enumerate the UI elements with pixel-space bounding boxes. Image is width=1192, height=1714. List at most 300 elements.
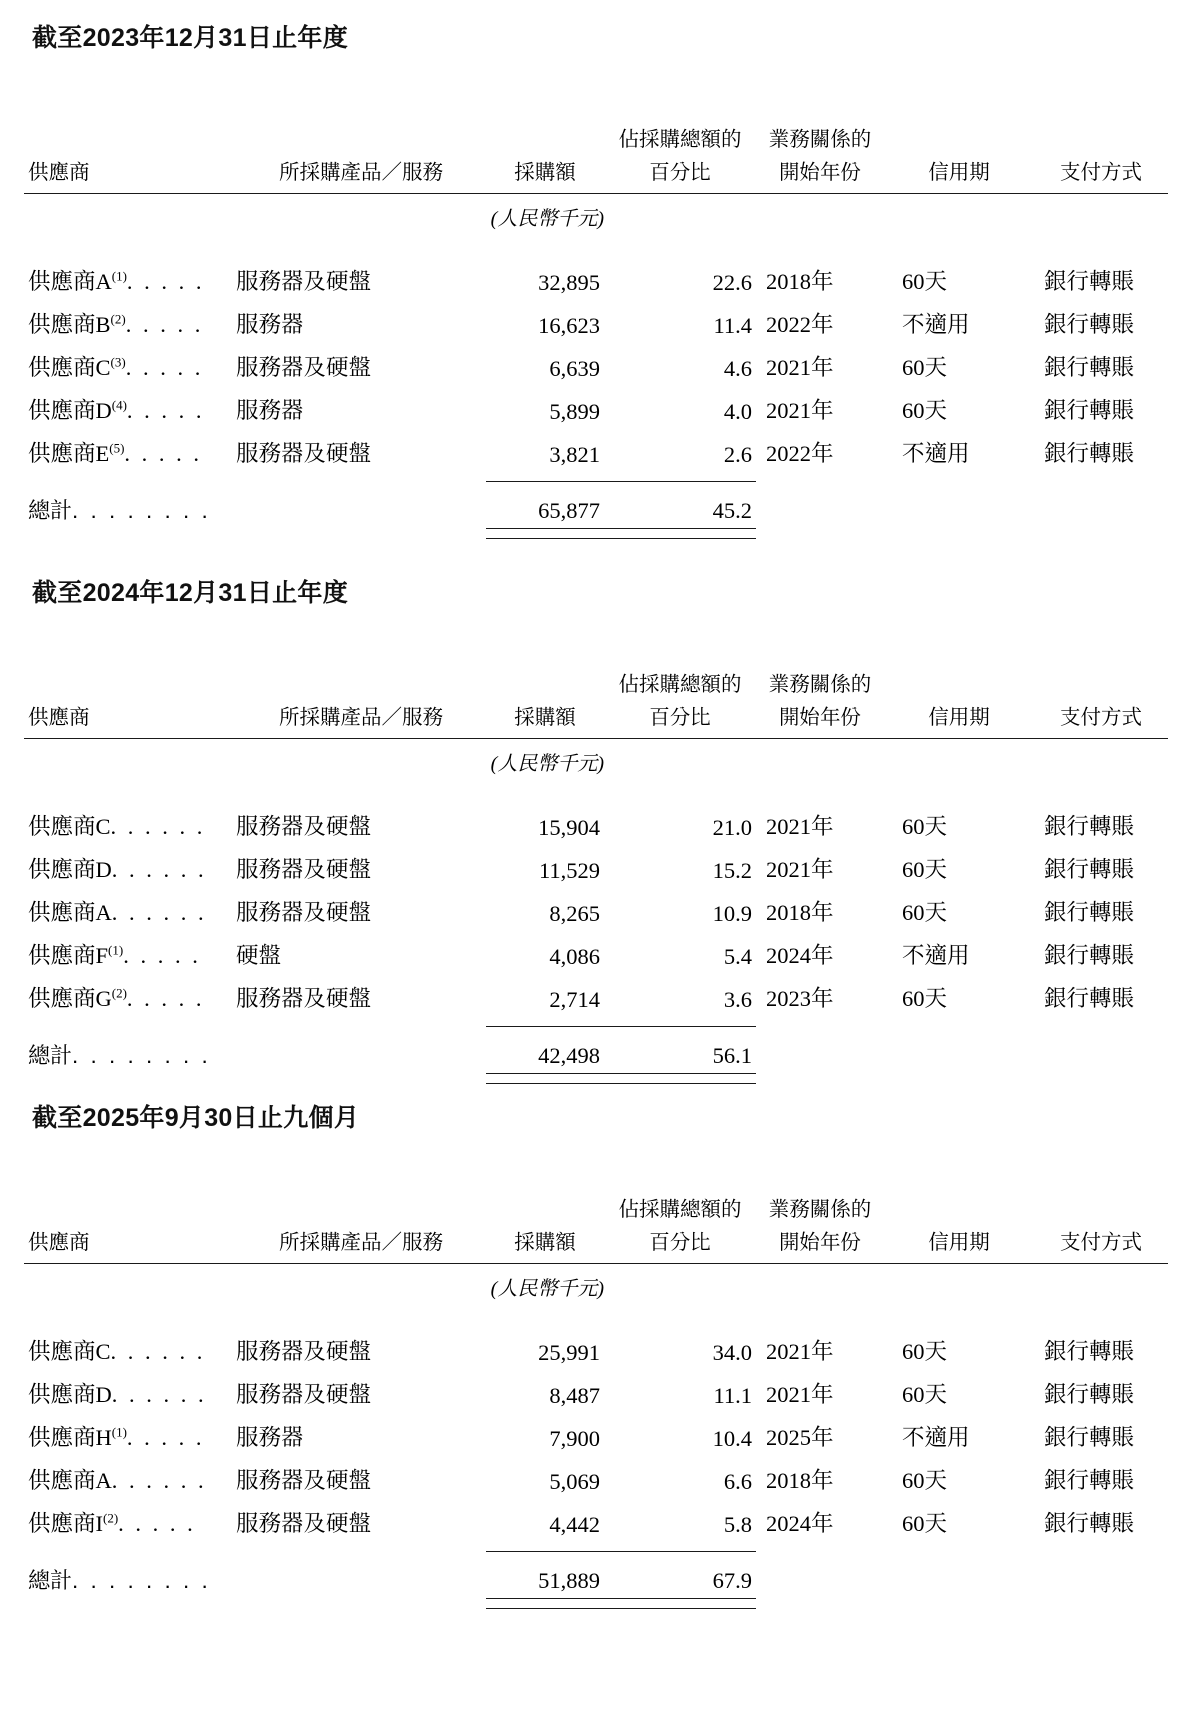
unit-spacer bbox=[236, 194, 486, 232]
cell-payment: 銀行轉賬 bbox=[1044, 268, 1135, 294]
table-header-row bbox=[24, 155, 1168, 194]
unit-spacer bbox=[756, 1264, 884, 1302]
cell-credit: 不適用 bbox=[902, 440, 970, 466]
subtotal-rule-row bbox=[24, 472, 1168, 482]
cell-payment: 銀行轉賬 bbox=[1044, 1510, 1135, 1536]
cell-payment: 銀行轉賬 bbox=[1044, 1467, 1135, 1493]
section-fy2023 bbox=[24, 0, 1168, 539]
cell-credit: 不適用 bbox=[902, 942, 970, 968]
hdr-spacer bbox=[884, 122, 1034, 155]
table-total-row bbox=[24, 482, 1168, 529]
table-row bbox=[24, 300, 1168, 343]
cell-total-spacer bbox=[236, 1027, 486, 1074]
leader-dots: . . . . . bbox=[124, 440, 203, 466]
subtotal-rule-row bbox=[24, 1017, 1168, 1027]
rule-spacer bbox=[756, 1074, 884, 1084]
amount-double-rule bbox=[486, 1074, 604, 1084]
cell-year: 2023年 bbox=[766, 985, 834, 1011]
section-9m2025 bbox=[24, 1084, 1168, 1609]
hdr-spacer bbox=[236, 667, 486, 700]
cell-total-label bbox=[24, 482, 236, 529]
cell-product: 服務器 bbox=[236, 311, 304, 337]
leader-dots: . . . . . bbox=[126, 1424, 205, 1450]
unit-spacer bbox=[756, 194, 884, 232]
percent-double-rule bbox=[604, 1599, 756, 1609]
leader-dots: . . . . . . . . bbox=[72, 497, 211, 523]
cell-product: 服務器及硬盤 bbox=[236, 985, 372, 1011]
column-header-amount: 採購額 bbox=[486, 1225, 604, 1264]
footnote-marker: (4) bbox=[111, 397, 127, 412]
cell-year: 2022年 bbox=[766, 311, 834, 337]
table-header-row bbox=[24, 1225, 1168, 1264]
total-label: 總計 bbox=[28, 1042, 73, 1068]
rule-spacer bbox=[1034, 529, 1168, 539]
table-row bbox=[24, 1413, 1168, 1456]
hdr-spacer bbox=[486, 667, 604, 700]
cell-percent: 2.6 bbox=[723, 441, 752, 467]
table-total-row bbox=[24, 1027, 1168, 1074]
cell-product: 服務器 bbox=[236, 1424, 304, 1450]
cell-product: 服務器及硬盤 bbox=[236, 1467, 372, 1493]
rule-spacer bbox=[1034, 1074, 1168, 1084]
cell-year: 2021年 bbox=[766, 354, 834, 380]
supplier-table-fy2023 bbox=[24, 122, 1168, 539]
unit-spacer bbox=[236, 739, 486, 777]
column-header-percent-top: 佔採購總額的 bbox=[618, 128, 742, 151]
column-header-percent: 百分比 bbox=[604, 700, 756, 739]
percent-rule bbox=[604, 472, 756, 482]
footnote-marker: (2) bbox=[111, 985, 127, 1000]
column-header-year: 開始年份 bbox=[756, 1225, 884, 1264]
cell-credit: 60天 bbox=[902, 397, 948, 423]
hdr-spacer bbox=[884, 1192, 1034, 1225]
unit-spacer bbox=[604, 194, 756, 232]
leader-dots: . . . . . . bbox=[111, 899, 207, 925]
amount-rule bbox=[486, 472, 604, 482]
cell-supplier bbox=[24, 257, 236, 300]
column-header-year: 開始年份 bbox=[756, 155, 884, 194]
cell-supplier bbox=[24, 974, 236, 1017]
column-header-percent: 百分比 bbox=[604, 1225, 756, 1264]
rule-spacer bbox=[756, 472, 884, 482]
unit-spacer bbox=[1034, 194, 1168, 232]
table-header-top-row bbox=[24, 122, 1168, 155]
leader-dots: . . . . . bbox=[125, 311, 204, 337]
rule-spacer bbox=[1034, 1599, 1168, 1609]
supplier-table-9m2025 bbox=[24, 1192, 1168, 1609]
column-header-supplier: 供應商 bbox=[24, 700, 236, 739]
leader-dots: . . . . . . . . bbox=[72, 1042, 211, 1068]
rule-spacer bbox=[24, 1542, 236, 1552]
cell-percent: 11.4 bbox=[713, 312, 752, 338]
leader-dots: . . . . . . bbox=[111, 1381, 207, 1407]
cell-supplier bbox=[24, 888, 236, 931]
percent-rule bbox=[604, 1542, 756, 1552]
unit-spacer bbox=[24, 739, 236, 777]
cell-total-percent: 56.1 bbox=[712, 1043, 752, 1068]
rule-spacer bbox=[236, 529, 486, 539]
cell-credit: 60天 bbox=[902, 985, 948, 1011]
column-header-percent-top: 佔採購總額的 bbox=[618, 1198, 742, 1221]
cell-supplier bbox=[24, 1413, 236, 1456]
table-header-top-row bbox=[24, 1192, 1168, 1225]
cell-payment: 銀行轉賬 bbox=[1044, 985, 1135, 1011]
hdr-spacer bbox=[24, 667, 236, 700]
footnote-marker: (3) bbox=[110, 354, 126, 369]
cell-total-spacer bbox=[756, 1552, 884, 1599]
unit-spacer bbox=[1034, 1264, 1168, 1302]
cell-total-amount: 51,889 bbox=[538, 1568, 600, 1593]
rule-spacer bbox=[24, 1599, 236, 1609]
hdr-spacer bbox=[24, 122, 236, 155]
section-title-9m2025: 截至2025年9月30日止九個月 bbox=[32, 1104, 360, 1132]
cell-total-spacer bbox=[1034, 1552, 1168, 1599]
cell-payment: 銀行轉賬 bbox=[1044, 1381, 1135, 1407]
column-header-payment: 支付方式 bbox=[1034, 700, 1168, 739]
cell-amount: 32,895 bbox=[538, 269, 600, 295]
unit-spacer bbox=[604, 1264, 756, 1302]
supplier-name: 供應商C bbox=[28, 354, 111, 380]
supplier-name: 供應商B bbox=[28, 311, 111, 337]
cell-total-percent: 45.2 bbox=[712, 498, 752, 523]
rule-spacer bbox=[756, 1017, 884, 1027]
cell-product: 服務器及硬盤 bbox=[236, 1510, 372, 1536]
cell-amount: 11,529 bbox=[538, 857, 600, 883]
cell-percent: 11.1 bbox=[713, 1382, 752, 1408]
cell-amount: 3,821 bbox=[549, 441, 600, 467]
cell-year: 2021年 bbox=[766, 813, 834, 839]
table-header-row bbox=[24, 700, 1168, 739]
cell-percent: 5.4 bbox=[723, 943, 752, 969]
leader-dots: . . . . . bbox=[126, 985, 205, 1011]
cell-supplier bbox=[24, 931, 236, 974]
cell-amount: 7,900 bbox=[549, 1425, 600, 1451]
cell-supplier bbox=[24, 1370, 236, 1413]
total-label: 總計 bbox=[28, 1567, 73, 1593]
section-title-fy2023: 截至2023年12月31日止年度 bbox=[32, 24, 349, 52]
rule-spacer bbox=[884, 1017, 1034, 1027]
amount-rule bbox=[486, 1017, 604, 1027]
table-row bbox=[24, 888, 1168, 931]
cell-product: 服務器 bbox=[236, 397, 304, 423]
column-header-product: 所採購產品／服務 bbox=[236, 700, 486, 739]
cell-payment: 銀行轉賬 bbox=[1044, 899, 1135, 925]
unit-spacer bbox=[884, 194, 1034, 232]
percent-double-rule bbox=[604, 529, 756, 539]
column-header-product: 所採購產品／服務 bbox=[236, 155, 486, 194]
cell-supplier bbox=[24, 1499, 236, 1542]
cell-supplier bbox=[24, 845, 236, 888]
cell-payment: 銀行轉賬 bbox=[1044, 1338, 1135, 1364]
rule-spacer bbox=[24, 1074, 236, 1084]
cell-percent: 34.0 bbox=[712, 1339, 752, 1365]
currency-unit-row bbox=[24, 194, 1168, 232]
table-row bbox=[24, 1370, 1168, 1413]
supplier-name: 供應商D bbox=[28, 1381, 112, 1407]
cell-year: 2018年 bbox=[766, 268, 834, 294]
table-header-top-row bbox=[24, 667, 1168, 700]
cell-payment: 銀行轉賬 bbox=[1044, 311, 1135, 337]
table-row bbox=[24, 1456, 1168, 1499]
column-header-percent: 百分比 bbox=[604, 155, 756, 194]
rule-spacer bbox=[884, 529, 1034, 539]
cell-year: 2021年 bbox=[766, 1338, 834, 1364]
footnote-marker: (1) bbox=[108, 942, 124, 957]
table-row bbox=[24, 429, 1168, 472]
supplier-name: 供應商H bbox=[28, 1424, 112, 1450]
rule-spacer bbox=[1034, 1017, 1168, 1027]
unit-spacer bbox=[1034, 739, 1168, 777]
cell-credit: 60天 bbox=[902, 1467, 948, 1493]
cell-total-percent: 67.9 bbox=[712, 1568, 752, 1593]
cell-percent: 4.0 bbox=[723, 398, 752, 424]
hdr-spacer bbox=[236, 1192, 486, 1225]
column-header-payment: 支付方式 bbox=[1034, 1225, 1168, 1264]
unit-spacer bbox=[24, 1264, 236, 1302]
leader-dots: . . . . . bbox=[123, 942, 201, 968]
cell-year: 2024年 bbox=[766, 1510, 834, 1536]
leader-dots: . . . . . bbox=[126, 268, 205, 294]
cell-payment: 銀行轉賬 bbox=[1044, 1424, 1135, 1450]
amount-rule bbox=[486, 1542, 604, 1552]
cell-payment: 銀行轉賬 bbox=[1044, 354, 1135, 380]
amount-double-rule bbox=[486, 1599, 604, 1609]
leader-dots: . . . . . . bbox=[111, 1467, 207, 1493]
cell-year: 2021年 bbox=[766, 856, 834, 882]
cell-product: 服務器及硬盤 bbox=[236, 440, 372, 466]
cell-amount: 16,623 bbox=[538, 312, 600, 338]
unit-spacer bbox=[884, 1264, 1034, 1302]
row-spacer-cell bbox=[24, 231, 1168, 257]
cell-amount: 5,069 bbox=[549, 1468, 600, 1494]
table-row bbox=[24, 802, 1168, 845]
currency-unit-label: (人民幣千元) bbox=[490, 1277, 604, 1300]
cell-year: 2018年 bbox=[766, 1467, 834, 1493]
row-spacer bbox=[24, 231, 1168, 257]
total-label: 總計 bbox=[28, 497, 73, 523]
cell-product: 服務器及硬盤 bbox=[236, 354, 372, 380]
cell-amount: 6,639 bbox=[549, 355, 600, 381]
cell-supplier bbox=[24, 1327, 236, 1370]
cell-total-amount: 42,498 bbox=[538, 1043, 600, 1068]
hdr-spacer bbox=[486, 1192, 604, 1225]
table-row bbox=[24, 931, 1168, 974]
unit-spacer bbox=[24, 194, 236, 232]
leader-dots: . . . . . . bbox=[110, 813, 206, 839]
cell-payment: 銀行轉賬 bbox=[1044, 813, 1135, 839]
table-total-row bbox=[24, 1552, 1168, 1599]
hdr-spacer bbox=[486, 122, 604, 155]
hdr-spacer bbox=[1034, 122, 1168, 155]
table-row bbox=[24, 845, 1168, 888]
cell-credit: 60天 bbox=[902, 856, 948, 882]
cell-percent: 10.4 bbox=[712, 1425, 752, 1451]
column-header-credit: 信用期 bbox=[884, 1225, 1034, 1264]
cell-product: 服務器及硬盤 bbox=[236, 813, 372, 839]
table-row bbox=[24, 1327, 1168, 1370]
hdr-spacer bbox=[24, 1192, 236, 1225]
rule-spacer bbox=[24, 1017, 236, 1027]
supplier-name: 供應商A bbox=[28, 899, 112, 925]
total-double-rule-row bbox=[24, 1599, 1168, 1609]
rule-spacer bbox=[1034, 1542, 1168, 1552]
rule-spacer bbox=[24, 529, 236, 539]
cell-product: 服務器及硬盤 bbox=[236, 1338, 372, 1364]
footnote-marker: (5) bbox=[109, 440, 125, 455]
cell-payment: 銀行轉賬 bbox=[1044, 397, 1135, 423]
rule-spacer bbox=[236, 1017, 486, 1027]
cell-total-spacer bbox=[884, 1027, 1034, 1074]
cell-amount: 4,086 bbox=[549, 943, 600, 969]
cell-total-amount: 65,877 bbox=[538, 498, 600, 523]
rule-spacer bbox=[236, 1599, 486, 1609]
cell-credit: 60天 bbox=[902, 1338, 948, 1364]
cell-total-spacer bbox=[1034, 482, 1168, 529]
column-header-payment: 支付方式 bbox=[1034, 155, 1168, 194]
supplier-name: 供應商I bbox=[28, 1510, 103, 1536]
cell-supplier bbox=[24, 343, 236, 386]
footnote-marker: (1) bbox=[111, 268, 127, 283]
hdr-spacer bbox=[236, 122, 486, 155]
supplier-name: 供應商F bbox=[28, 942, 109, 968]
cell-percent: 3.6 bbox=[723, 986, 752, 1012]
cell-supplier bbox=[24, 300, 236, 343]
rule-spacer bbox=[884, 1599, 1034, 1609]
column-header-year-top: 業務關係的 bbox=[768, 1198, 872, 1221]
column-header-year-top: 業務關係的 bbox=[768, 128, 872, 151]
currency-unit-row bbox=[24, 1264, 1168, 1302]
cell-amount: 25,991 bbox=[538, 1339, 600, 1365]
hdr-spacer bbox=[1034, 667, 1168, 700]
cell-credit: 60天 bbox=[902, 354, 948, 380]
supplier-name: 供應商A bbox=[28, 268, 112, 294]
table-row bbox=[24, 1499, 1168, 1542]
supplier-table-fy2024 bbox=[24, 667, 1168, 1084]
supplier-name: 供應商C bbox=[28, 813, 111, 839]
cell-total-spacer bbox=[756, 1027, 884, 1074]
leader-dots: . . . . . bbox=[125, 354, 204, 380]
cell-percent: 15.2 bbox=[712, 857, 752, 883]
cell-amount: 5,899 bbox=[549, 398, 600, 424]
table-row bbox=[24, 386, 1168, 429]
cell-percent: 21.0 bbox=[712, 814, 752, 840]
cell-year: 2022年 bbox=[766, 440, 834, 466]
currency-unit-row bbox=[24, 739, 1168, 777]
leader-dots: . . . . . . bbox=[110, 1338, 206, 1364]
supplier-name: 供應商E bbox=[28, 440, 110, 466]
rule-spacer bbox=[884, 1542, 1034, 1552]
cell-total-spacer bbox=[1034, 1027, 1168, 1074]
percent-double-rule bbox=[604, 1074, 756, 1084]
rule-spacer bbox=[24, 472, 236, 482]
supplier-name: 供應商C bbox=[28, 1338, 111, 1364]
cell-year: 2018年 bbox=[766, 899, 834, 925]
cell-product: 服務器及硬盤 bbox=[236, 856, 372, 882]
cell-product: 硬盤 bbox=[236, 942, 282, 968]
section-fy2024 bbox=[24, 539, 1168, 1084]
supplier-name: 供應商D bbox=[28, 397, 112, 423]
footnote-marker: (1) bbox=[111, 1424, 127, 1439]
cell-supplier bbox=[24, 386, 236, 429]
hdr-spacer bbox=[1034, 1192, 1168, 1225]
rule-spacer bbox=[756, 1542, 884, 1552]
cell-percent: 6.6 bbox=[723, 1468, 752, 1494]
unit-spacer bbox=[604, 739, 756, 777]
cell-credit: 60天 bbox=[902, 813, 948, 839]
currency-unit-label: (人民幣千元) bbox=[490, 752, 604, 775]
unit-spacer bbox=[756, 739, 884, 777]
leader-dots: . . . . . bbox=[126, 397, 205, 423]
cell-total-spacer bbox=[884, 1552, 1034, 1599]
column-header-product: 所採購產品／服務 bbox=[236, 1225, 486, 1264]
cell-product: 服務器及硬盤 bbox=[236, 1381, 372, 1407]
cell-credit: 60天 bbox=[902, 1381, 948, 1407]
column-header-year-top: 業務關係的 bbox=[768, 673, 872, 696]
cell-credit: 60天 bbox=[902, 899, 948, 925]
footnote-marker: (2) bbox=[103, 1510, 119, 1525]
supplier-name: 供應商D bbox=[28, 856, 112, 882]
table-row bbox=[24, 343, 1168, 386]
total-double-rule-row bbox=[24, 529, 1168, 539]
cell-supplier bbox=[24, 1456, 236, 1499]
cell-amount: 2,714 bbox=[549, 986, 600, 1012]
cell-year: 2021年 bbox=[766, 397, 834, 423]
rule-spacer bbox=[884, 472, 1034, 482]
cell-year: 2024年 bbox=[766, 942, 834, 968]
currency-unit-label: (人民幣千元) bbox=[490, 207, 604, 230]
cell-percent: 22.6 bbox=[712, 269, 752, 295]
column-header-supplier: 供應商 bbox=[24, 1225, 236, 1264]
cell-payment: 銀行轉賬 bbox=[1044, 856, 1135, 882]
unit-spacer bbox=[236, 1264, 486, 1302]
rule-spacer bbox=[236, 472, 486, 482]
table-row bbox=[24, 974, 1168, 1017]
supplier-name: 供應商A bbox=[28, 1467, 112, 1493]
rule-spacer bbox=[236, 1074, 486, 1084]
cell-supplier bbox=[24, 802, 236, 845]
cell-total-spacer bbox=[236, 1552, 486, 1599]
cell-credit: 不適用 bbox=[902, 311, 970, 337]
total-double-rule-row bbox=[24, 1074, 1168, 1084]
cell-credit: 60天 bbox=[902, 1510, 948, 1536]
row-spacer-cell bbox=[24, 776, 1168, 802]
column-header-credit: 信用期 bbox=[884, 700, 1034, 739]
subtotal-rule-row bbox=[24, 1542, 1168, 1552]
row-spacer-cell bbox=[24, 1301, 1168, 1327]
cell-percent: 5.8 bbox=[723, 1511, 752, 1537]
column-header-supplier: 供應商 bbox=[24, 155, 236, 194]
table-row bbox=[24, 257, 1168, 300]
rule-spacer bbox=[1034, 472, 1168, 482]
cell-supplier bbox=[24, 429, 236, 472]
cell-total-label bbox=[24, 1552, 236, 1599]
cell-amount: 4,442 bbox=[549, 1511, 600, 1537]
cell-payment: 銀行轉賬 bbox=[1044, 942, 1135, 968]
cell-percent: 10.9 bbox=[712, 900, 752, 926]
rule-spacer bbox=[236, 1542, 486, 1552]
amount-double-rule bbox=[486, 529, 604, 539]
rule-spacer bbox=[756, 529, 884, 539]
cell-product: 服務器及硬盤 bbox=[236, 268, 372, 294]
leader-dots: . . . . . bbox=[118, 1510, 196, 1536]
cell-year: 2021年 bbox=[766, 1381, 834, 1407]
cell-percent: 4.6 bbox=[723, 355, 752, 381]
cell-credit: 不適用 bbox=[902, 1424, 970, 1450]
cell-product: 服務器及硬盤 bbox=[236, 899, 372, 925]
cell-amount: 8,265 bbox=[549, 900, 600, 926]
cell-amount: 15,904 bbox=[538, 814, 600, 840]
footnote-marker: (2) bbox=[110, 311, 126, 326]
